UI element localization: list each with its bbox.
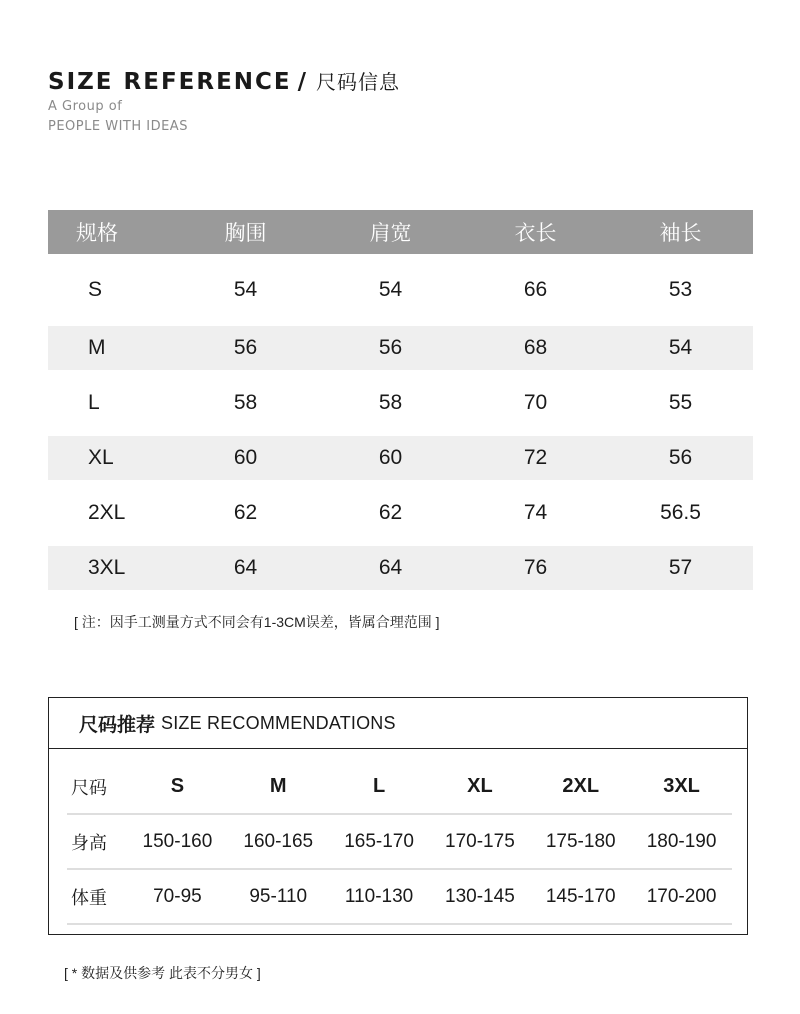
recommendations-table — [67, 760, 732, 925]
rec-cell: 70-95 — [127, 869, 228, 924]
rec-cell: XL — [429, 760, 530, 814]
recommendations-header — [49, 698, 747, 749]
chest-cell: 58 — [233, 391, 258, 414]
rec-cell: 150-160 — [127, 814, 228, 869]
rec-cell: 95-110 — [228, 869, 329, 924]
table-row — [48, 254, 753, 326]
length-cell: 72 — [463, 436, 608, 480]
rec-row-size — [67, 760, 732, 814]
size-recommendations-box — [48, 697, 748, 935]
rec-cell: 180-190 — [631, 814, 732, 869]
rec-cell: 145-170 — [530, 869, 631, 924]
rec-cell: 110-130 — [329, 869, 430, 924]
sleeve-cell: 55 — [668, 391, 693, 414]
rec-cell: M — [228, 760, 329, 814]
col-header-sleeve: 袖长 — [608, 210, 753, 254]
sleeve-cell: 57 — [608, 546, 753, 590]
size-reference-table — [48, 210, 753, 590]
rec-cell: S — [127, 760, 228, 814]
shoulder-cell: 54 — [378, 278, 403, 301]
table-row — [48, 546, 753, 590]
subtitle-line-2: PEOPLE WITH IDEAS — [48, 119, 188, 134]
table-row — [48, 436, 753, 480]
chest-cell: 56 — [173, 326, 318, 370]
rec-cell: L — [329, 760, 430, 814]
length-cell: 70 — [523, 391, 548, 414]
shoulder-cell: 58 — [378, 391, 403, 414]
rec-cell: 175-180 — [530, 814, 631, 869]
size-cell: 3XL — [48, 546, 173, 590]
table-row — [48, 370, 753, 436]
length-cell: 68 — [463, 326, 608, 370]
sleeve-cell: 53 — [668, 278, 693, 301]
col-header-chest: 胸围 — [173, 210, 318, 254]
rec-cell: 165-170 — [329, 814, 430, 869]
length-cell: 76 — [463, 546, 608, 590]
rec-row-weight — [67, 869, 732, 924]
size-cell: XL — [48, 436, 173, 480]
rec-row-label: 身高 — [67, 814, 127, 869]
table-row — [48, 480, 753, 546]
col-header-length: 衣长 — [463, 210, 608, 254]
length-cell: 74 — [523, 501, 548, 524]
rec-row-height — [67, 814, 732, 869]
page-title — [48, 66, 400, 95]
recommendations-title-en: SIZE RECOMMENDATIONS — [161, 712, 396, 733]
chest-cell: 60 — [173, 436, 318, 480]
table-row — [48, 326, 753, 370]
rec-cell: 130-145 — [429, 869, 530, 924]
col-header-size: 规格 — [48, 210, 173, 254]
shoulder-cell: 64 — [318, 546, 463, 590]
size-cell: 2XL — [88, 501, 126, 524]
title-separator: / — [297, 69, 309, 95]
shoulder-cell: 62 — [378, 501, 403, 524]
rec-cell: 170-200 — [631, 869, 732, 924]
sleeve-cell: 56 — [608, 436, 753, 480]
size-cell: L — [88, 391, 100, 414]
chest-cell: 54 — [233, 278, 258, 301]
shoulder-cell: 60 — [318, 436, 463, 480]
rec-cell: 160-165 — [228, 814, 329, 869]
rec-row-label: 体重 — [67, 869, 127, 924]
chest-cell: 62 — [233, 501, 258, 524]
title-en: SIZE REFERENCE — [48, 69, 292, 95]
title-cn: 尺码信息 — [316, 70, 401, 94]
size-cell: M — [48, 326, 173, 370]
recommendations-title-cn: 尺码推荐 — [79, 714, 156, 736]
size-cell: S — [88, 278, 103, 301]
page-header — [48, 66, 400, 137]
rec-cell: 2XL — [530, 760, 631, 814]
measurement-note: [ 注：因手工测量方式不同会有1-3CM误差，皆属合理范围 ] — [74, 614, 440, 630]
subtitle-line-1: A Group of — [48, 99, 123, 114]
rec-row-label: 尺码 — [67, 760, 127, 814]
rec-cell: 3XL — [631, 760, 732, 814]
sleeve-cell: 56.5 — [660, 501, 701, 524]
chest-cell: 64 — [173, 546, 318, 590]
sleeve-cell: 54 — [608, 326, 753, 370]
shoulder-cell: 56 — [318, 326, 463, 370]
col-header-shoulder: 肩宽 — [318, 210, 463, 254]
footnote: [ * 数据及供参考 此表不分男女 ] — [64, 965, 261, 981]
length-cell: 66 — [523, 278, 548, 301]
size-table-header-row — [48, 210, 753, 254]
rec-cell: 170-175 — [429, 814, 530, 869]
